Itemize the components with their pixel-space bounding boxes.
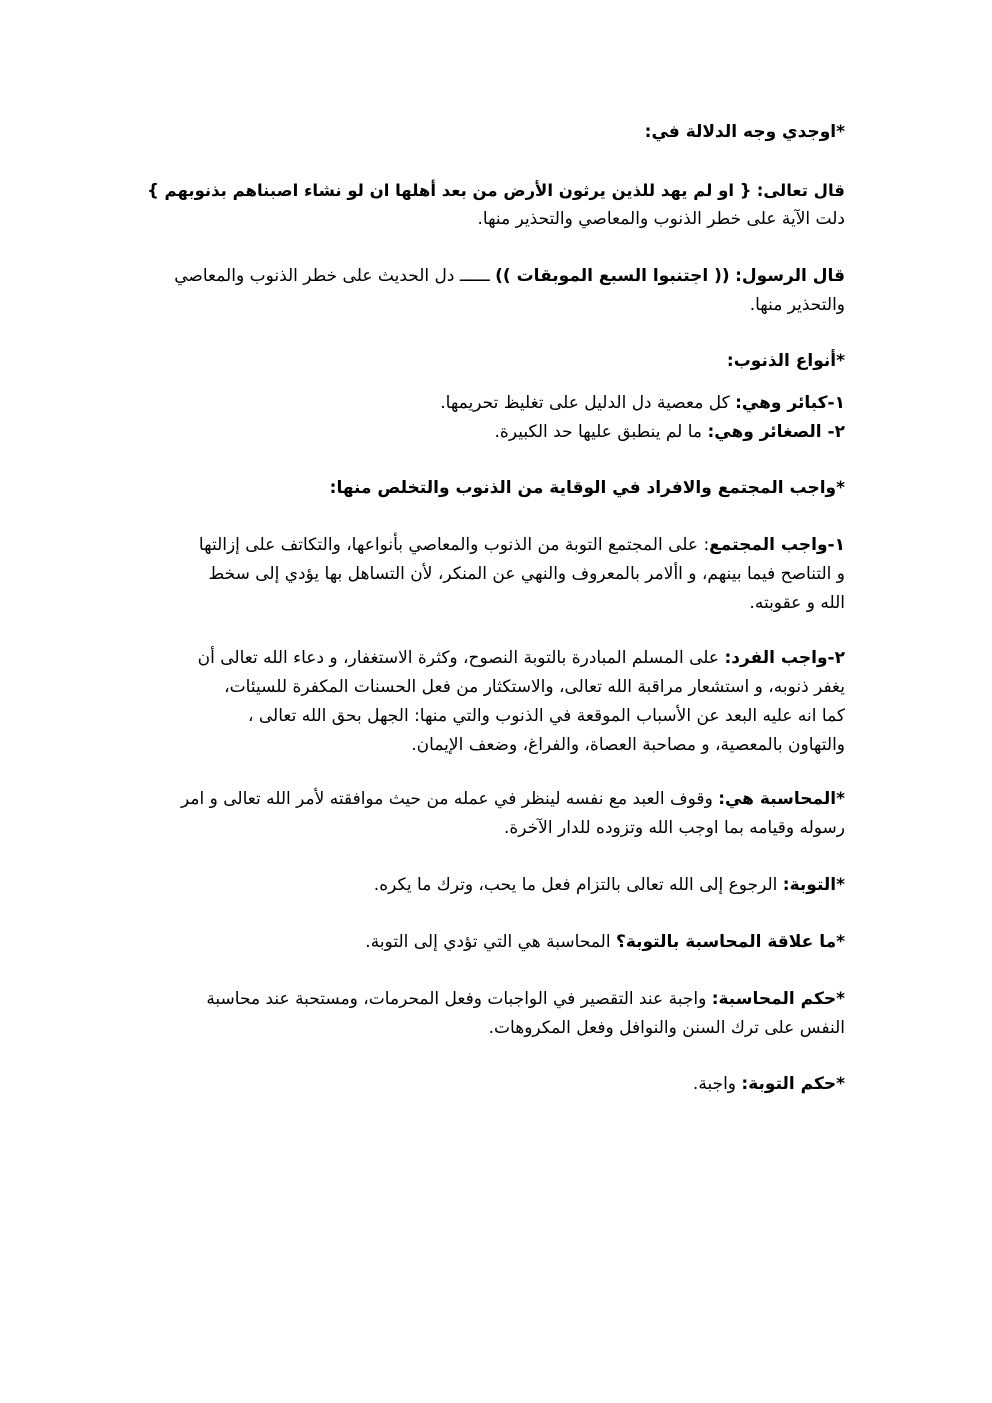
- accountability-ruling-label: *حكم المحاسبة:: [711, 989, 845, 1009]
- verse-explanation: دلت الآية على خطر الذنوب والمعاصي والتحذير منها.: [477, 209, 845, 229]
- item-text: ما لم ينطبق عليها حد الكبيرة.: [494, 422, 703, 442]
- item-text: كل معصية دل الدليل على تغليظ تحريمها.: [440, 393, 730, 413]
- repentance-definition: [145, 871, 845, 900]
- verse-label: قال تعالى:: [756, 181, 845, 200]
- hadith-explanation: ــــــ دل الحديث على خطر الذنوب والمعاصي: [174, 266, 490, 286]
- relation-text: المحاسبة هي التي تؤدي إلى التوبة.: [365, 932, 611, 952]
- list-item-minor-sins: [145, 418, 845, 447]
- verse-quote: { او لم يهد للذين يرثون الأرض من بعد أهلها ان لو نشاء اصبناهم بذنوبهم }: [147, 181, 752, 200]
- sin-types-list: [145, 389, 845, 447]
- repentance-ruling: [145, 1070, 845, 1099]
- list-item-major-sins: [145, 389, 845, 418]
- heading-duties: [145, 474, 845, 503]
- heading-text: *واجب المجتمع والافراد في الوقاية من الذنوب والتخلص منها:: [329, 478, 845, 498]
- repentance-label: *التوبة:: [782, 875, 845, 895]
- society-duty-text-2: و التناصح فيما بينهم، و األامر بالمعروف والنهي عن المنكر، لأن التساهل بها يؤدي إلى سخط: [208, 564, 845, 584]
- heading-evidence: [145, 118, 845, 147]
- accountability-text: وقوف العبد مع نفسه لينظر في عمله من حيث موافقته لأمر الله تعالى و امر: [181, 789, 713, 809]
- heading-sin-types: [145, 347, 845, 376]
- item-label: ١-كبائر وهي:: [735, 393, 845, 413]
- society-duty-text: : على المجتمع التوبة من الذنوب والمعاصي بأنواعها، والتكاتف على إزالتها: [198, 535, 710, 555]
- repentance-ruling-text: واجبة.: [692, 1074, 737, 1094]
- accountability-ruling-text: واجبة عند التقصير في الواجبات وفعل المحرمات، ومستحبة عند محاسبة: [206, 989, 707, 1009]
- hadith-block: [145, 262, 845, 320]
- accountability-text-2: رسوله وقيامه بما اوجب الله وتزوده للدار الآخرة.: [503, 818, 845, 838]
- accountability-ruling: [145, 985, 845, 1043]
- relation-question: [145, 928, 845, 957]
- society-duty-label: ١-واجب المجتمع: [709, 535, 845, 555]
- repentance-ruling-label: *حكم التوبة:: [741, 1074, 845, 1094]
- item-label: ٢- الصغائر وهي:: [707, 422, 845, 442]
- individual-duty-block: [145, 644, 845, 760]
- society-duty-block: [145, 531, 845, 618]
- individual-duty-label: ٢-واجب الفرد:: [724, 648, 845, 668]
- individual-duty-text: على المسلم المبادرة بالتوبة النصوح، وكثرة الاستغفار، و دعاء الله تعالى أن: [197, 648, 720, 668]
- relation-label: *ما علاقة المحاسبة بالتوبة؟: [615, 932, 845, 952]
- society-duty-text-3: الله و عقوبته.: [749, 593, 845, 613]
- accountability-definition: [145, 785, 845, 843]
- hadith-quote: (( اجتنبوا السبع الموبقات )): [495, 266, 730, 286]
- heading-text: *اوجدي وجه الدلالة في:: [644, 122, 845, 142]
- individual-duty-text-2: يغفر ذنوبه، و استشعار مراقبة الله تعالى، والاستكثار من فعل الحسنات المكفرة للسيئات،: [224, 677, 845, 697]
- hadith-label: قال الرسول:: [735, 266, 845, 286]
- individual-duty-text-3: كما انه عليه البعد عن الأسباب الموقعة في الذنوب والتي منها: الجهل بحق الله تعالى ،: [247, 706, 845, 726]
- repentance-text: الرجوع إلى الله تعالى بالتزام فعل ما يحب، وترك ما يكره.: [373, 875, 778, 895]
- heading-text: *أنواع الذنوب:: [726, 351, 845, 371]
- accountability-label: *المحاسبة هي:: [718, 789, 845, 809]
- verse-block: [145, 176, 845, 234]
- accountability-ruling-text-2: النفس على ترك السنن والنوافل وفعل المكروهات.: [488, 1018, 845, 1038]
- individual-duty-text-4: والتهاون بالمعصية، و مصاحبة العصاة، والفراغ، وضعف الإيمان.: [411, 735, 845, 755]
- hadith-explanation-cont: والتحذير منها.: [749, 295, 845, 315]
